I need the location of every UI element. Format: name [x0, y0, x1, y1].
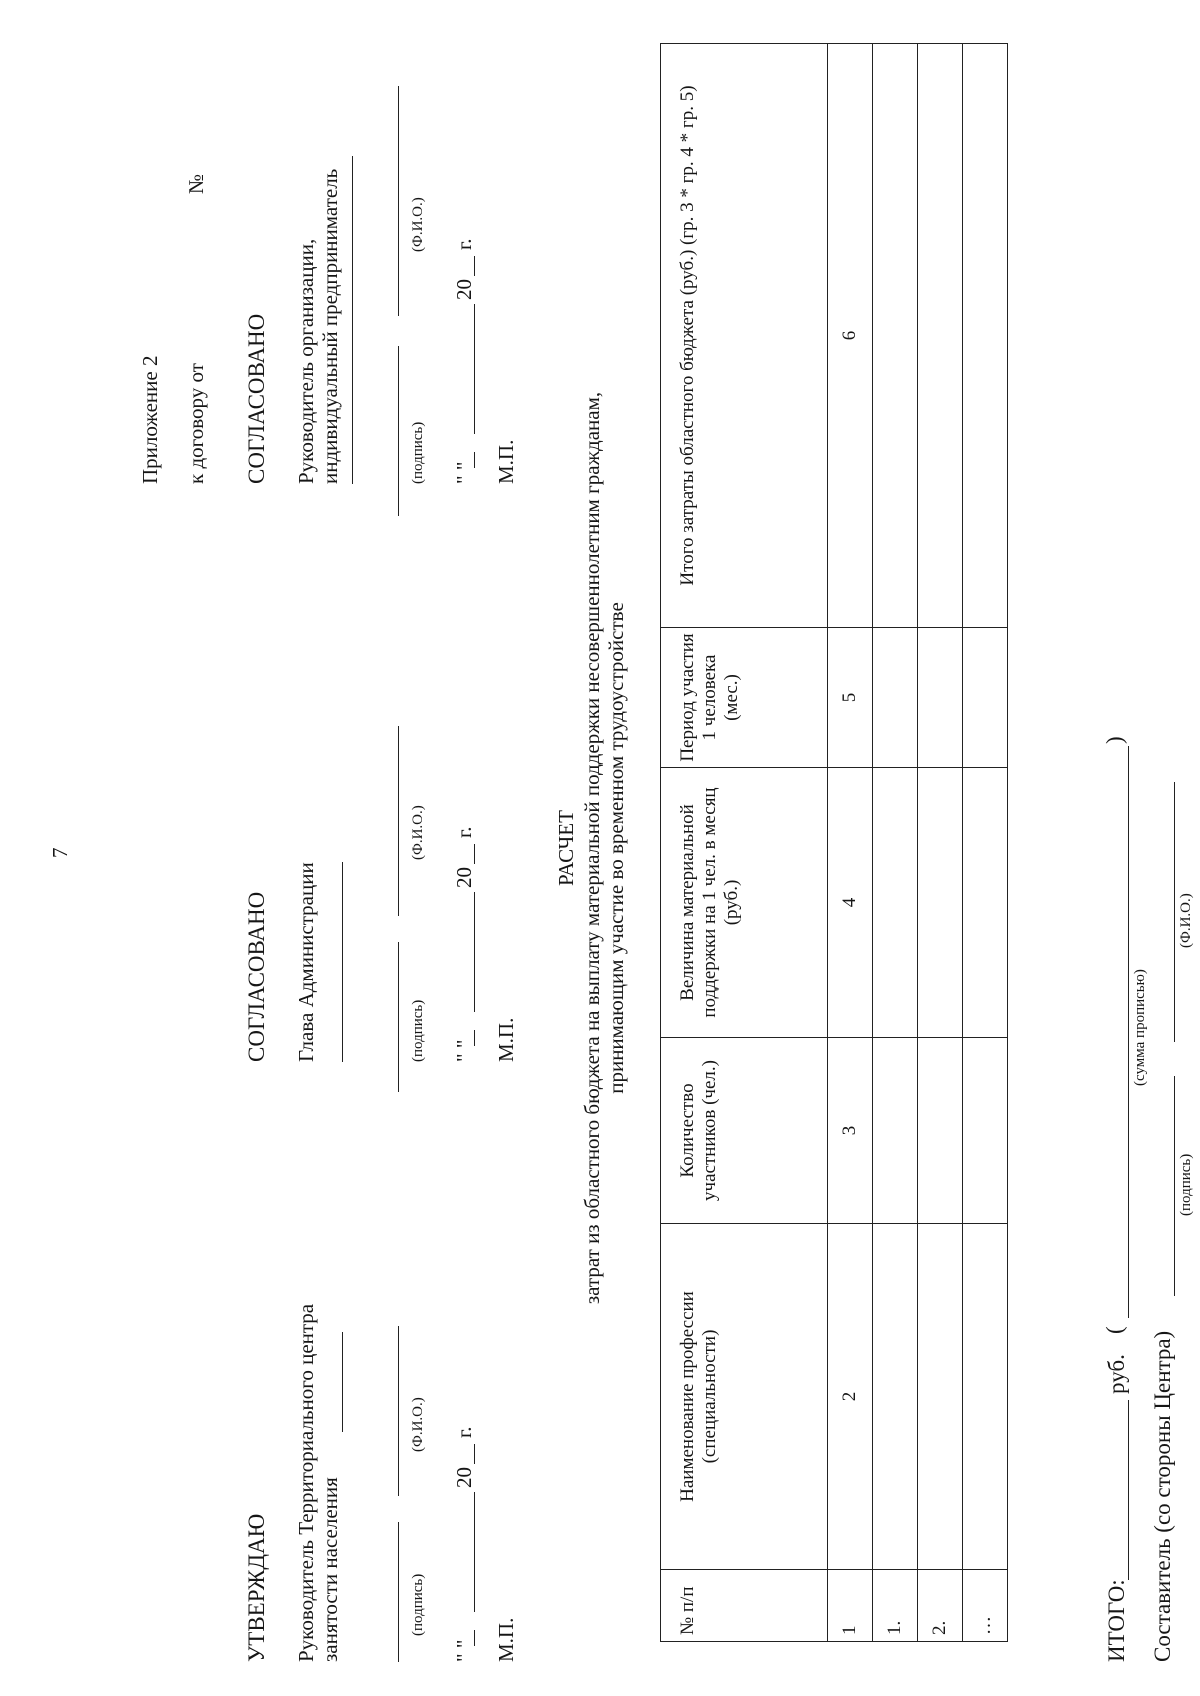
- agreed-admin-heading: СОГЛАСОВАНО: [244, 891, 269, 1062]
- header-cell-total-cost: Итого затраты областного бюджета (руб.) (гр. 3 * гр. 4 * гр. 5): [661, 44, 828, 628]
- agreed-admin-stamp: М.П.: [494, 1017, 518, 1062]
- compiler-signature-line[interactable]: [1174, 1076, 1175, 1296]
- table-cell[interactable]: [963, 44, 1008, 628]
- agreed-employer-role-line2: индивидуальный предприниматель: [318, 168, 342, 484]
- approve-year-blank: [474, 1444, 475, 1464]
- calculation-subtitle-line1: затрат из областного бюджета на выплату материальной поддержки несовершеннолетним гражданам,: [580, 391, 604, 1305]
- header-cell-profession: Наименование профессии (специальности): [661, 1224, 828, 1570]
- table-cell[interactable]: [963, 768, 1008, 1038]
- agreed-employer-day-blank: [474, 452, 475, 468]
- agreed-admin-date-quote: " ": [452, 1039, 476, 1062]
- table-cell[interactable]: [963, 1038, 1008, 1224]
- approve-heading: УТВЕРЖДАЮ: [244, 1513, 269, 1662]
- agreed-admin-year-blank: [474, 844, 475, 864]
- approve-name-line: [398, 1326, 399, 1496]
- table-cell[interactable]: [873, 628, 918, 768]
- approve-signature-line: [398, 1522, 399, 1662]
- column-number-cell: 3: [828, 1038, 873, 1224]
- table-cell[interactable]: 2.: [918, 1570, 963, 1642]
- column-number-cell: 2: [828, 1224, 873, 1570]
- total-close-paren: ): [1102, 736, 1127, 744]
- agreed-admin-day-blank: [474, 1030, 475, 1046]
- total-label: ИТОГО:: [1104, 1579, 1129, 1662]
- table-cell[interactable]: [918, 628, 963, 768]
- approve-date-year: 20: [452, 1467, 476, 1488]
- contract-number-sign: №: [184, 173, 208, 194]
- table-cell[interactable]: 1.: [873, 1570, 918, 1642]
- column-number-cell: 1: [828, 1570, 873, 1642]
- table-cell[interactable]: [873, 1224, 918, 1570]
- table-cell[interactable]: …: [963, 1570, 1008, 1642]
- agreed-employer-name-label: (Ф.И.О.): [410, 197, 426, 252]
- agreed-employer-date-year: 20: [452, 279, 476, 300]
- agreed-admin-signature-line: [398, 942, 399, 1092]
- approve-month-blank: [474, 1492, 475, 1612]
- compiler-name-line[interactable]: [1174, 782, 1175, 1042]
- table-cell[interactable]: [918, 44, 963, 628]
- table-cell[interactable]: [918, 768, 963, 1038]
- table-cell[interactable]: [963, 628, 1008, 768]
- approve-date-suffix: г.: [452, 1426, 476, 1438]
- calculation-table: [660, 43, 1008, 1642]
- agreed-admin-date-year: 20: [452, 867, 476, 888]
- agreed-employer-signature-label: (подпись): [410, 421, 426, 484]
- table-row: [918, 44, 963, 1642]
- agreed-employer-role-blank: [352, 156, 353, 484]
- table-row: [963, 44, 1008, 1642]
- column-number-cell: 5: [828, 628, 873, 768]
- agreed-employer-role-line1: Руководитель организации,: [294, 238, 318, 484]
- table-row: [873, 44, 918, 1642]
- approve-stamp: М.П.: [494, 1617, 518, 1662]
- approve-role-blank: [342, 1332, 343, 1432]
- total-words-label: (сумма прописью): [1132, 969, 1148, 1086]
- compiler-label: Составитель (со стороны Центра): [1150, 1330, 1175, 1662]
- total-currency: руб.: [1104, 1354, 1129, 1394]
- agreed-admin-date-suffix: г.: [452, 826, 476, 838]
- approve-role-line1: Руководитель Территориального центра: [294, 1303, 318, 1662]
- agreed-employer-year-blank: [474, 256, 475, 276]
- column-number-cell: 6: [828, 44, 873, 628]
- table-column-numbers-row: [828, 44, 873, 1642]
- table-cell[interactable]: [918, 1038, 963, 1224]
- approve-name-label: (Ф.И.О.): [410, 1397, 426, 1452]
- agreed-admin-role: Глава Администрации: [294, 862, 318, 1062]
- page-number: 7: [48, 847, 72, 858]
- approve-signature-label: (подпись): [410, 1573, 426, 1636]
- calculation-subtitle-line2: принимающим участие во временном трудоустройстве: [604, 602, 628, 1094]
- agreed-admin-role-blank: [342, 862, 343, 1062]
- table-cell[interactable]: [963, 1224, 1008, 1570]
- total-words-blank[interactable]: [1128, 746, 1129, 1318]
- agreed-employer-date-suffix: г.: [452, 238, 476, 250]
- agreed-admin-name-label: (Ф.И.О.): [410, 805, 426, 860]
- table-cell[interactable]: [918, 1224, 963, 1570]
- agreed-employer-heading: СОГЛАСОВАНО: [244, 313, 269, 484]
- agreed-admin-signature-label: (подпись): [410, 999, 426, 1062]
- agreed-employer-month-blank: [474, 304, 475, 434]
- calculation-title: РАСЧЕТ: [554, 810, 578, 886]
- table-cell[interactable]: [873, 768, 918, 1038]
- compiler-name-label: (Ф.И.О.): [1178, 893, 1194, 948]
- approve-role-line2: занятости населения: [318, 1477, 342, 1662]
- header-cell-support-amount: Величина материальной поддержки на 1 чел. в месяц (руб.): [661, 768, 828, 1038]
- agreed-employer-name-line: [398, 86, 399, 316]
- agreed-admin-name-line: [398, 726, 399, 916]
- table-header-row: [661, 44, 828, 1642]
- column-number-cell: 4: [828, 768, 873, 1038]
- approve-date-quote: " ": [452, 1639, 476, 1662]
- table-cell[interactable]: [873, 44, 918, 628]
- agreed-employer-date-quote: " ": [452, 461, 476, 484]
- header-cell-number: № п/п: [661, 1570, 828, 1642]
- approve-day-blank: [474, 1630, 475, 1646]
- header-cell-period: Период участия 1 человека (мес.): [661, 628, 828, 768]
- agreed-admin-month-blank: [474, 892, 475, 1012]
- appendix-title: Приложение 2: [138, 355, 162, 484]
- table-cell[interactable]: [873, 1038, 918, 1224]
- agreed-employer-signature-line: [398, 346, 399, 516]
- header-cell-participants: Количество участников (чел.): [661, 1038, 828, 1224]
- total-open-paren: (: [1102, 1326, 1127, 1334]
- compiler-signature-label: (подпись): [1178, 1153, 1194, 1216]
- total-amount-blank[interactable]: [1128, 1400, 1129, 1580]
- agreed-employer-stamp: М.П.: [494, 439, 518, 484]
- contract-prefix: к договору от: [184, 363, 208, 484]
